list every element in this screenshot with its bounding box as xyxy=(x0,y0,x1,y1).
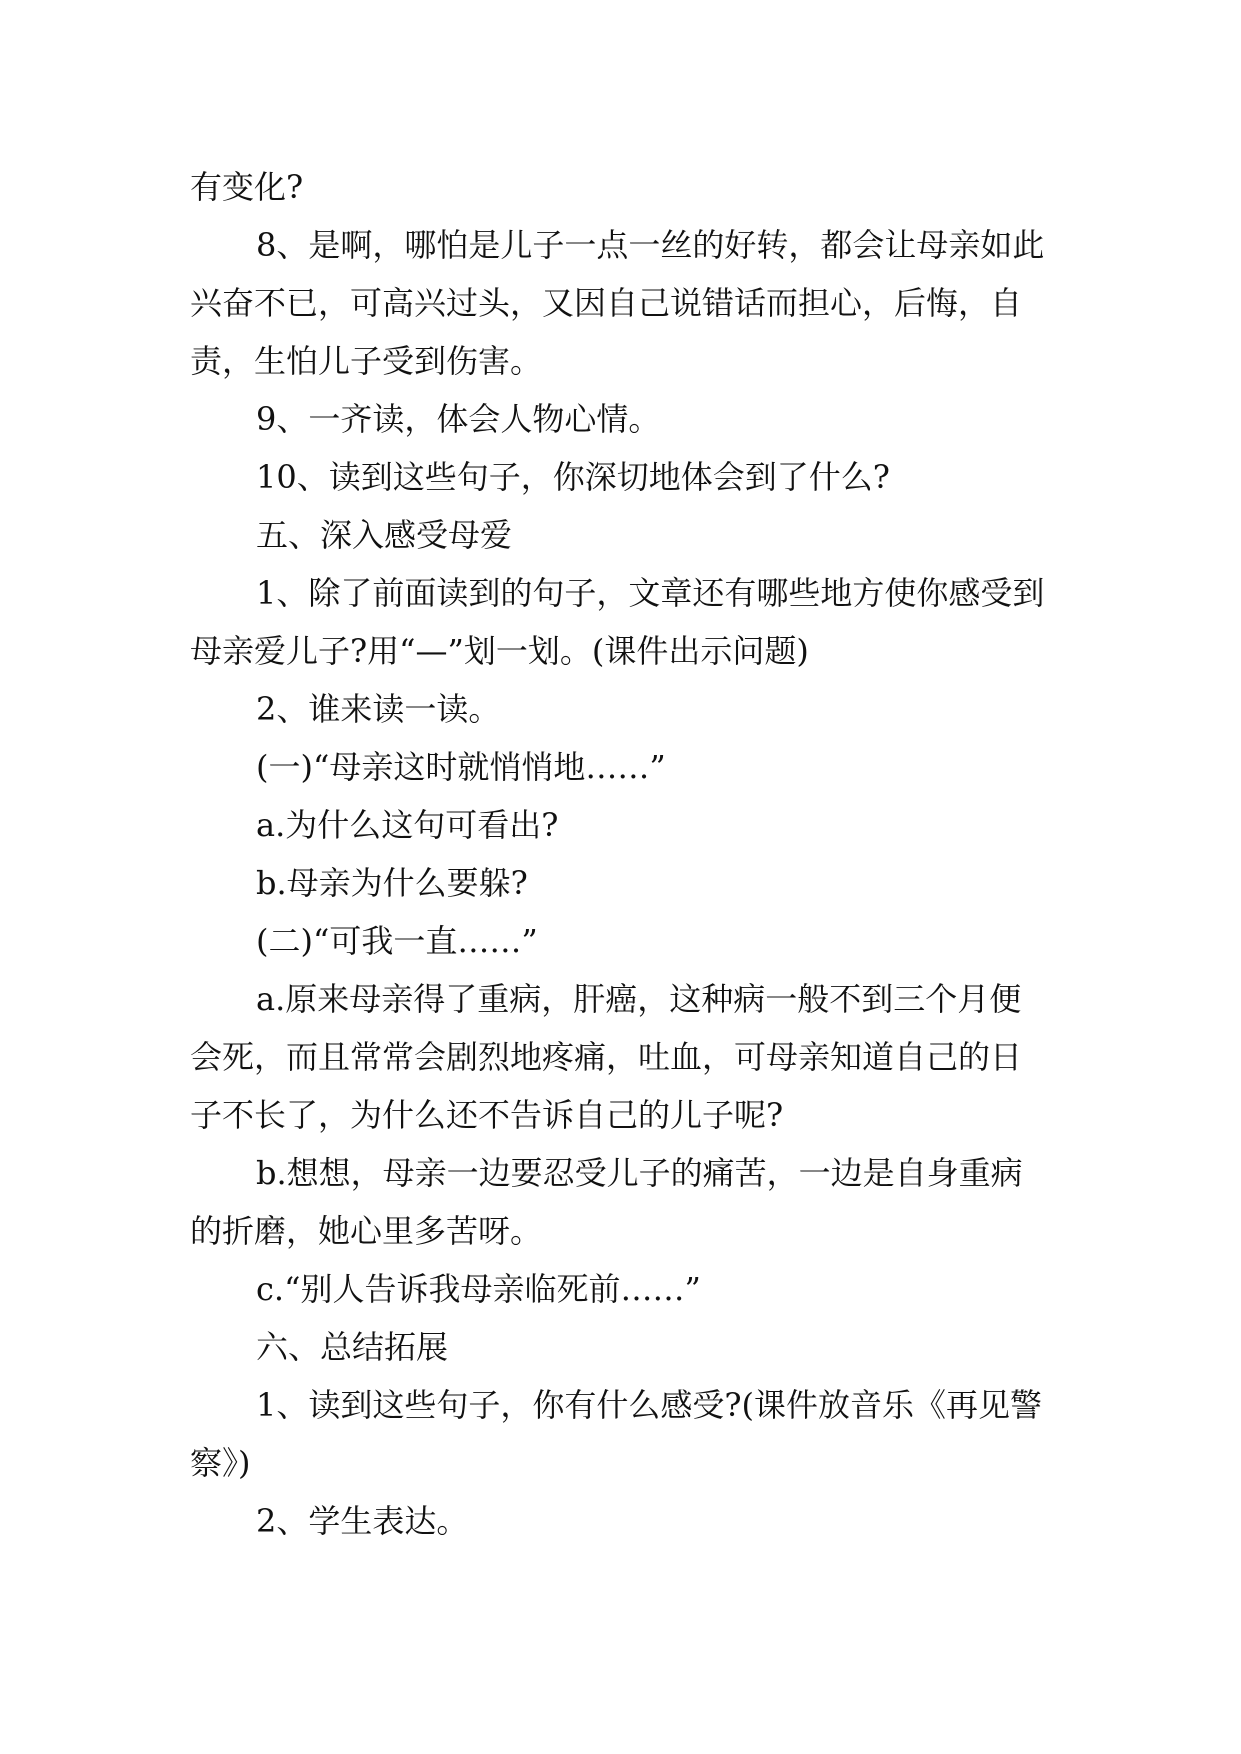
paragraph: 有变化? xyxy=(190,168,304,206)
paragraph: a.原来母亲得了重病，肝癌，这种病一般不到三个月便会死，而且常常会剧烈地疼痛，吐血，可母亲知道自己的日子不长了，为什么还不告诉自己的儿子呢? xyxy=(190,980,1023,1134)
paragraph: b.想想，母亲一边要忍受儿子的痛苦，一边是自身重病的折磨，她心里多苦呀。 xyxy=(190,1154,1023,1250)
section-heading: 五、深入感受母爱 xyxy=(256,516,513,554)
paragraph: b.母亲为什么要躲? xyxy=(256,864,528,902)
paragraph: 9、一齐读，体会人物心情。 xyxy=(256,400,661,438)
section-heading: 六、总结拓展 xyxy=(256,1328,449,1366)
paragraph: a.为什么这句可看出? xyxy=(256,806,559,844)
paragraph: (一)“母亲这时就悄悄地……” xyxy=(256,748,666,786)
paragraph: 8、是啊，哪怕是儿子一点一丝的好转，都会让母亲如此兴奋不已，可高兴过头，又因自己说错话而担心，后悔，自责，生怕儿子受到伤害。 xyxy=(190,226,1045,380)
paragraph: 1、读到这些句子，你有什么感受?(课件放音乐《再见警察》) xyxy=(190,1386,1043,1482)
paragraph: c.“别人告诉我母亲临死前……” xyxy=(256,1270,701,1308)
paragraph: 1、除了前面读到的句子，文章还有哪些地方使你感受到母亲爱儿子?用“—”划一划。(课件出示问题) xyxy=(190,574,1045,670)
paragraph: (二)“可我一直……” xyxy=(256,922,538,960)
paragraph: 10、读到这些句子，你深切地体会到了什么? xyxy=(256,458,890,496)
paragraph: 2、谁来读一读。 xyxy=(256,690,501,728)
document-body xyxy=(190,158,1052,1550)
paragraph: 2、学生表达。 xyxy=(256,1502,469,1540)
